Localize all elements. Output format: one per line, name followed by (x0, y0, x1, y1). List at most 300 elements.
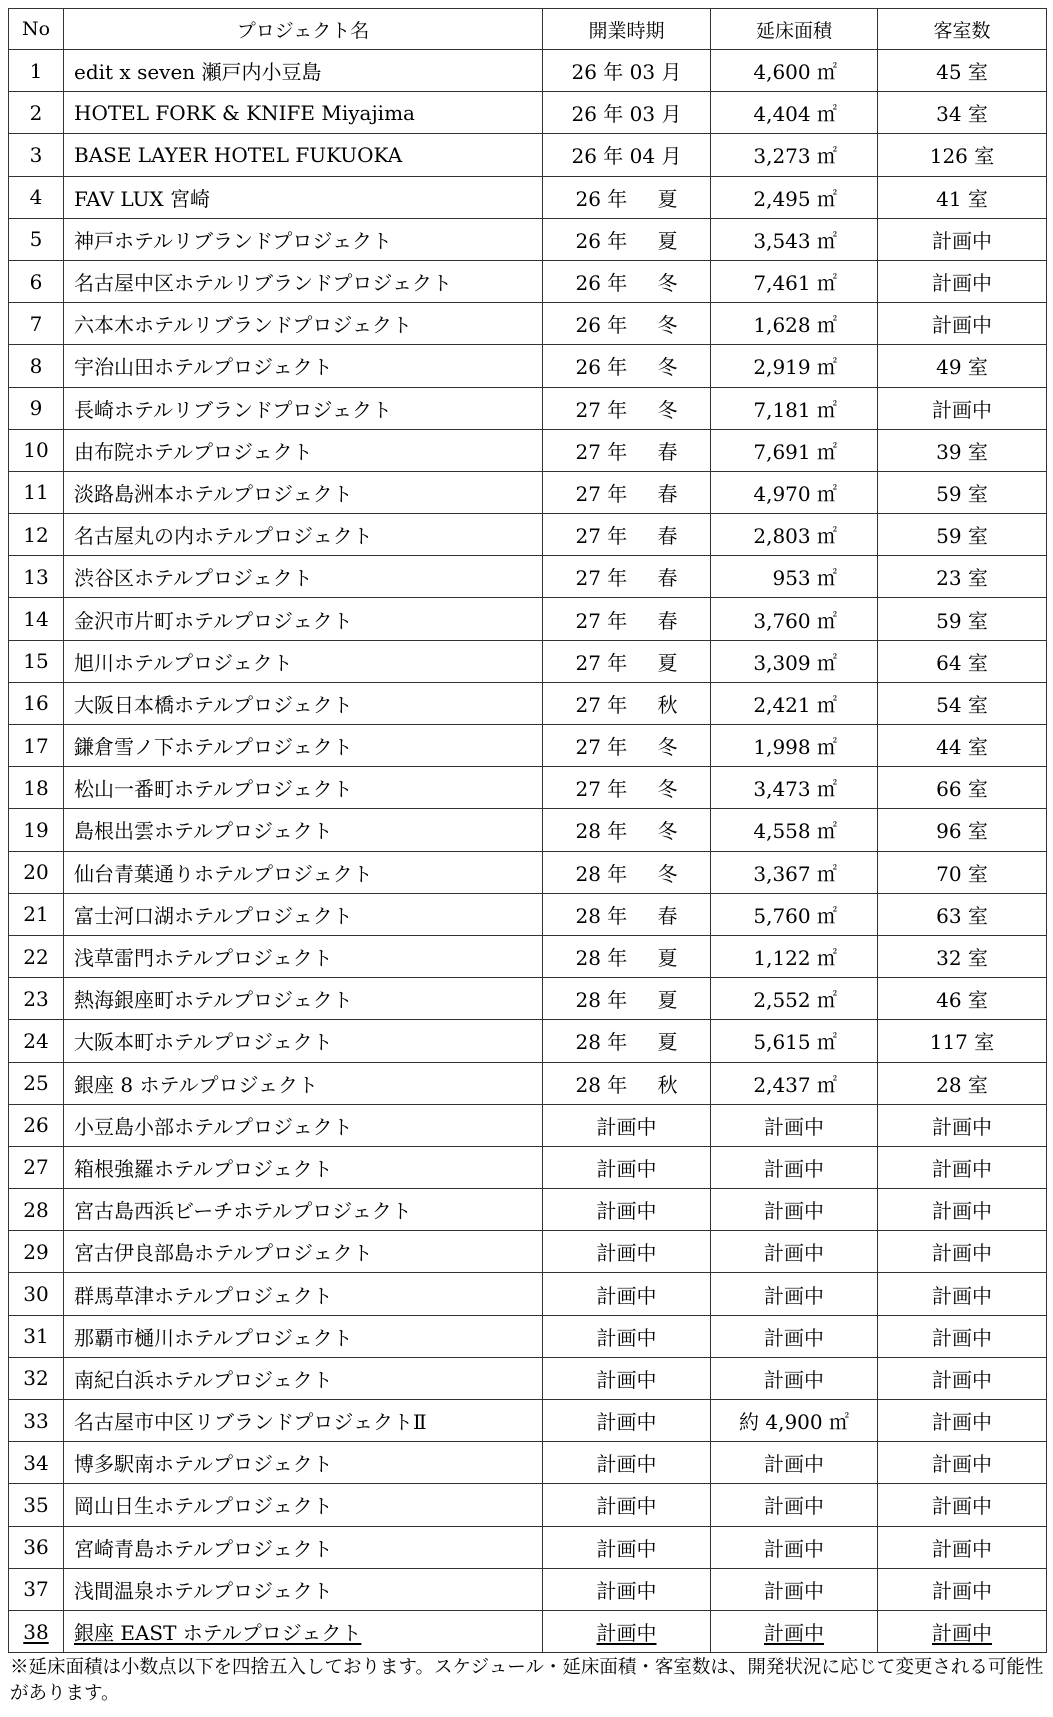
row-number: 7 (9, 303, 64, 345)
row-number: 5 (9, 218, 64, 260)
project-name: 名古屋市中区リブランドプロジェクトⅡ (74, 1410, 427, 1435)
table-row (9, 387, 1047, 429)
floor-area: 2,552 ㎡ (753, 988, 837, 1013)
opening-season: 春 (657, 524, 678, 549)
opening-period: 26 年 03 月 (571, 102, 682, 127)
hotel-project-table (8, 8, 1047, 1653)
opening-year: 27 年 (575, 650, 628, 675)
room-count: 計画中 (932, 1578, 992, 1603)
row-number: 17 (9, 725, 64, 767)
room-count-cell (878, 935, 1047, 977)
floor-area: 5,615 ㎡ (753, 1030, 837, 1055)
room-count: 46 室 (936, 988, 988, 1013)
row-number: 26 (9, 1104, 64, 1146)
opening-period: 計画中 (596, 1536, 657, 1561)
opening-season: 夏 (657, 988, 678, 1013)
project-name: 大阪本町ホテルプロジェクト (74, 1030, 333, 1055)
opening-period-cell (543, 387, 711, 429)
room-count-cell (878, 1400, 1047, 1442)
project-name: FAV LUX 宮崎 (74, 186, 211, 211)
room-count-cell (878, 92, 1047, 134)
opening-period-cell (543, 1568, 711, 1610)
room-count: 126 室 (929, 144, 995, 169)
project-name: 旭川ホテルプロジェクト (74, 650, 293, 675)
room-count: 64 室 (936, 650, 988, 675)
table-row (9, 935, 1047, 977)
row-number: 3 (9, 134, 64, 176)
row-number: 4 (9, 176, 64, 218)
floor-area: 計画中 (764, 1325, 824, 1350)
row-number: 8 (9, 345, 64, 387)
room-count-cell (878, 725, 1047, 767)
project-name-cell (64, 1231, 543, 1273)
footnote: ※延床面積は小数点以下を四捨五入しております。スケジュール・延床面積・客室数は、開発状況に応じて変更される可能性があります。 (10, 1657, 1044, 1705)
opening-period-cell (543, 682, 711, 724)
project-name: BASE LAYER HOTEL FUKUOKA (74, 142, 403, 167)
room-count: 計画中 (932, 397, 992, 422)
room-count: 計画中 (932, 1199, 992, 1224)
project-name: 金沢市片町ホテルプロジェクト (74, 608, 353, 633)
project-name: 仙台青葉通りホテルプロジェクト (74, 861, 373, 886)
opening-period: 計画中 (596, 1578, 657, 1603)
table-row (9, 1104, 1047, 1146)
floor-area: 2,803 ㎡ (753, 524, 837, 549)
room-count: 計画中 (932, 1621, 992, 1646)
floor-area: 5,760 ㎡ (753, 903, 837, 928)
opening-period-cell (543, 471, 711, 513)
project-name-cell (64, 978, 543, 1020)
project-name: 熱海銀座町ホテルプロジェクト (74, 988, 353, 1013)
opening-year: 27 年 (575, 524, 628, 549)
floor-area: 4,558 ㎡ (753, 819, 837, 844)
floor-area: 3,273 ㎡ (753, 144, 837, 169)
opening-period-cell (543, 1189, 711, 1231)
project-name: 渋谷区ホテルプロジェクト (74, 566, 313, 591)
opening-year: 28 年 (575, 988, 628, 1013)
opening-period-cell (543, 429, 711, 471)
opening-season: 春 (657, 903, 678, 928)
project-name: 博多駅南ホテルプロジェクト (74, 1452, 333, 1477)
opening-period-cell (543, 50, 711, 92)
room-count: 59 室 (936, 608, 988, 633)
table-row (9, 471, 1047, 513)
header-opening-period: 開業時期 (543, 9, 711, 50)
table-row (9, 809, 1047, 851)
opening-period: 計画中 (596, 1410, 657, 1435)
project-name-cell (64, 1062, 543, 1104)
opening-year: 28 年 (575, 946, 628, 971)
table-body (9, 50, 1047, 1653)
floor-area: 計画中 (764, 1578, 824, 1603)
row-number: 23 (9, 978, 64, 1020)
room-count-cell (878, 682, 1047, 724)
header-project-name: プロジェクト名 (64, 9, 543, 50)
opening-period: 計画中 (596, 1114, 657, 1139)
project-name-cell (64, 767, 543, 809)
opening-period: 計画中 (596, 1452, 657, 1477)
floor-area-cell (711, 893, 878, 935)
opening-period-cell (543, 1484, 711, 1526)
room-count-cell (878, 1273, 1047, 1315)
room-count: 計画中 (932, 1536, 992, 1561)
project-name-cell (64, 851, 543, 893)
row-number: 37 (9, 1568, 64, 1610)
room-count: 41 室 (936, 186, 988, 211)
table-row (9, 1231, 1047, 1273)
opening-season: 秋 (657, 1072, 678, 1097)
project-name: 南紀白浜ホテルプロジェクト (74, 1367, 333, 1392)
room-count: 計画中 (932, 1325, 992, 1350)
project-name-cell (64, 260, 543, 302)
row-number: 12 (9, 514, 64, 556)
room-count-cell (878, 303, 1047, 345)
floor-area-cell (711, 682, 878, 724)
table-row (9, 1442, 1047, 1484)
floor-area: 計画中 (764, 1367, 824, 1392)
room-count: 計画中 (932, 1156, 992, 1181)
project-name-cell (64, 598, 543, 640)
floor-area-cell (711, 1020, 878, 1062)
room-count-cell (878, 1062, 1047, 1104)
table-row (9, 767, 1047, 809)
floor-area: 7,691 ㎡ (753, 439, 837, 464)
room-count-cell (878, 1442, 1047, 1484)
floor-area: 2,495 ㎡ (753, 186, 837, 211)
opening-year: 27 年 (575, 735, 628, 760)
header-no: No (9, 9, 64, 50)
opening-season: 夏 (657, 186, 678, 211)
opening-period-cell (543, 176, 711, 218)
opening-season: 夏 (657, 228, 678, 253)
header-floor-area: 延床面積 (711, 9, 878, 50)
project-name-cell (64, 1020, 543, 1062)
opening-year: 27 年 (575, 439, 628, 464)
project-name: 群馬草津ホテルプロジェクト (74, 1283, 333, 1308)
opening-period-cell (543, 893, 711, 935)
row-number: 32 (9, 1357, 64, 1399)
row-number: 11 (9, 471, 64, 513)
room-count: 70 室 (936, 861, 988, 886)
floor-area-cell (711, 303, 878, 345)
room-count-cell (878, 176, 1047, 218)
project-name: 松山一番町ホテルプロジェクト (74, 777, 353, 802)
room-count: 66 室 (936, 777, 988, 802)
opening-period-cell (543, 1526, 711, 1568)
floor-area-cell (711, 725, 878, 767)
floor-area: 3,760 ㎡ (753, 608, 837, 633)
table-row (9, 1189, 1047, 1231)
floor-area: 計画中 (764, 1452, 824, 1477)
project-name-cell (64, 1315, 543, 1357)
opening-period-cell (543, 1273, 711, 1315)
project-name: 箱根強羅ホテルプロジェクト (74, 1156, 333, 1181)
floor-area: 計画中 (764, 1114, 824, 1139)
table-row (9, 1146, 1047, 1188)
row-number: 13 (9, 556, 64, 598)
row-number: 38 (9, 1610, 64, 1652)
row-number: 2 (9, 92, 64, 134)
opening-period-cell (543, 1315, 711, 1357)
project-name: 大阪日本橋ホテルプロジェクト (74, 692, 353, 717)
document (8, 8, 1047, 1707)
room-count: 計画中 (932, 1494, 992, 1519)
project-name-cell (64, 1442, 543, 1484)
floor-area: 4,600 ㎡ (753, 60, 837, 85)
opening-period-cell (543, 134, 711, 176)
project-name: 長崎ホテルリブランドプロジェクト (74, 397, 392, 422)
opening-season: 春 (657, 439, 678, 464)
floor-area-cell (711, 92, 878, 134)
opening-year: 27 年 (575, 608, 628, 633)
project-name: 名古屋中区ホテルリブランドプロジェクト (74, 271, 452, 296)
opening-period: 計画中 (596, 1367, 657, 1392)
project-name: 宇治山田ホテルプロジェクト (74, 355, 333, 380)
room-count-cell (878, 556, 1047, 598)
opening-period-cell (543, 556, 711, 598)
project-name-cell (64, 387, 543, 429)
room-count-cell (878, 1357, 1047, 1399)
row-number: 15 (9, 640, 64, 682)
project-name: 淡路島洲本ホテルプロジェクト (74, 481, 353, 506)
floor-area-cell (711, 1568, 878, 1610)
project-name-cell (64, 1526, 543, 1568)
room-count-cell (878, 387, 1047, 429)
opening-season: 冬 (657, 777, 678, 802)
room-count: 63 室 (936, 903, 988, 928)
table-row (9, 682, 1047, 724)
floor-area: 4,404 ㎡ (753, 102, 837, 127)
row-number: 19 (9, 809, 64, 851)
opening-season: 冬 (657, 735, 678, 760)
table-row (9, 514, 1047, 556)
room-count: 計画中 (932, 228, 992, 253)
project-name: edit x seven 瀬戸内小豆島 (74, 60, 322, 85)
opening-year: 26 年 (575, 355, 628, 380)
opening-period-cell (543, 767, 711, 809)
project-name-cell (64, 893, 543, 935)
table-row (9, 851, 1047, 893)
row-number: 14 (9, 598, 64, 640)
floor-area: 約 4,900 ㎡ (739, 1410, 849, 1435)
project-name: 島根出雲ホテルプロジェクト (74, 819, 333, 844)
room-count-cell (878, 598, 1047, 640)
table-row (9, 1315, 1047, 1357)
room-count-cell (878, 767, 1047, 809)
floor-area: 計画中 (764, 1494, 824, 1519)
floor-area-cell (711, 1400, 878, 1442)
project-name-cell (64, 682, 543, 724)
room-count-cell (878, 50, 1047, 92)
project-name: 銀座 8 ホテルプロジェクト (74, 1072, 319, 1097)
opening-year: 28 年 (575, 861, 628, 886)
row-number: 31 (9, 1315, 64, 1357)
opening-year: 28 年 (575, 819, 628, 844)
row-number: 28 (9, 1189, 64, 1231)
floor-area: 2,421 ㎡ (753, 692, 837, 717)
opening-period-cell (543, 1104, 711, 1146)
project-name: 岡山日生ホテルプロジェクト (74, 1494, 333, 1519)
room-count: 34 室 (936, 102, 988, 127)
opening-year: 27 年 (575, 777, 628, 802)
room-count-cell (878, 809, 1047, 851)
floor-area: 7,181 ㎡ (753, 397, 837, 422)
table-row (9, 50, 1047, 92)
project-name-cell (64, 134, 543, 176)
room-count-cell (878, 1484, 1047, 1526)
opening-year: 27 年 (575, 692, 628, 717)
room-count-cell (878, 345, 1047, 387)
opening-season: 春 (657, 481, 678, 506)
table-row (9, 1400, 1047, 1442)
opening-year: 26 年 (575, 271, 628, 296)
opening-season: 冬 (657, 861, 678, 886)
floor-area-cell (711, 1104, 878, 1146)
room-count: 96 室 (936, 819, 988, 844)
opening-season: 夏 (657, 946, 678, 971)
row-number: 20 (9, 851, 64, 893)
floor-area: 計画中 (764, 1536, 824, 1561)
floor-area-cell (711, 851, 878, 893)
floor-area-cell (711, 1231, 878, 1273)
project-name-cell (64, 1273, 543, 1315)
floor-area-cell (711, 556, 878, 598)
table-row (9, 1526, 1047, 1568)
room-count-cell (878, 640, 1047, 682)
opening-period: 26 年 04 月 (571, 144, 682, 169)
opening-year: 26 年 (575, 313, 628, 338)
room-count-cell (878, 851, 1047, 893)
table-row (9, 1062, 1047, 1104)
project-name-cell (64, 556, 543, 598)
opening-season: 夏 (657, 1030, 678, 1055)
project-name: 鎌倉雪ノ下ホテルプロジェクト (74, 735, 353, 760)
opening-period-cell (543, 1357, 711, 1399)
opening-year: 26 年 (575, 228, 628, 253)
room-count: 28 室 (936, 1072, 988, 1097)
floor-area-cell (711, 260, 878, 302)
floor-area: 1,122 ㎡ (753, 946, 837, 971)
opening-period-cell (543, 935, 711, 977)
room-count: 23 室 (936, 566, 988, 591)
opening-year: 26 年 (575, 186, 628, 211)
table-row (9, 176, 1047, 218)
project-name-cell (64, 176, 543, 218)
opening-period-cell (543, 640, 711, 682)
opening-period-cell (543, 1442, 711, 1484)
room-count: 計画中 (932, 1114, 992, 1139)
floor-area: 953 ㎡ (772, 566, 837, 591)
opening-season: 冬 (657, 355, 678, 380)
floor-area: 計画中 (764, 1621, 824, 1646)
project-name-cell (64, 218, 543, 260)
room-count: 45 室 (936, 60, 988, 85)
room-count: 計画中 (932, 271, 992, 296)
opening-period-cell (543, 809, 711, 851)
room-count-cell (878, 514, 1047, 556)
room-count: 117 室 (929, 1030, 995, 1055)
project-name-cell (64, 1104, 543, 1146)
project-name-cell (64, 1146, 543, 1188)
opening-year: 28 年 (575, 1072, 628, 1097)
project-name: 宮古島西浜ビーチホテルプロジェクト (74, 1199, 412, 1224)
table-row (9, 1020, 1047, 1062)
row-number: 29 (9, 1231, 64, 1273)
project-name: 神戸ホテルリブランドプロジェクト (74, 228, 392, 253)
opening-period-cell (543, 1610, 711, 1652)
project-name: 那覇市樋川ホテルプロジェクト (74, 1325, 353, 1350)
row-number: 24 (9, 1020, 64, 1062)
room-count-cell (878, 1104, 1047, 1146)
opening-season: 秋 (657, 692, 678, 717)
floor-area: 計画中 (764, 1199, 824, 1224)
floor-area: 1,628 ㎡ (753, 313, 837, 338)
row-number: 6 (9, 260, 64, 302)
floor-area-cell (711, 218, 878, 260)
row-number: 16 (9, 682, 64, 724)
opening-period: 計画中 (596, 1325, 657, 1350)
floor-area-cell (711, 1189, 878, 1231)
room-count-cell (878, 1146, 1047, 1188)
project-name-cell (64, 345, 543, 387)
opening-period-cell (543, 851, 711, 893)
room-count: 44 室 (936, 735, 988, 760)
room-count: 計画中 (932, 1452, 992, 1477)
floor-area: 2,919 ㎡ (753, 355, 837, 380)
room-count-cell (878, 1568, 1047, 1610)
row-number: 18 (9, 767, 64, 809)
room-count: 59 室 (936, 481, 988, 506)
project-name-cell (64, 1189, 543, 1231)
opening-season: 冬 (657, 819, 678, 844)
floor-area: 3,309 ㎡ (753, 650, 837, 675)
table-row (9, 1568, 1047, 1610)
opening-period-cell (543, 303, 711, 345)
table-row (9, 1357, 1047, 1399)
project-name-cell (64, 514, 543, 556)
opening-season: 冬 (657, 397, 678, 422)
table-row (9, 1610, 1047, 1652)
room-count: 計画中 (932, 1283, 992, 1308)
room-count-cell (878, 1189, 1047, 1231)
table-row (9, 134, 1047, 176)
opening-period: 計画中 (596, 1283, 657, 1308)
project-name: 由布院ホテルプロジェクト (74, 439, 313, 464)
floor-area: 4,970 ㎡ (753, 481, 837, 506)
table-row (9, 260, 1047, 302)
floor-area-cell (711, 429, 878, 471)
project-name: 浅間温泉ホテルプロジェクト (74, 1578, 333, 1603)
floor-area-cell (711, 134, 878, 176)
room-count: 59 室 (936, 524, 988, 549)
project-name-cell (64, 935, 543, 977)
floor-area-cell (711, 514, 878, 556)
project-name: 富士河口湖ホテルプロジェクト (74, 903, 353, 928)
row-number: 22 (9, 935, 64, 977)
project-name-cell (64, 92, 543, 134)
room-count-cell (878, 978, 1047, 1020)
room-count: 計画中 (932, 1367, 992, 1392)
opening-year: 27 年 (575, 397, 628, 422)
floor-area-cell (711, 50, 878, 92)
project-name-cell (64, 1610, 543, 1652)
room-count: 計画中 (932, 1241, 992, 1266)
opening-period: 計画中 (596, 1621, 657, 1646)
room-count: 計画中 (932, 313, 992, 338)
floor-area: 3,543 ㎡ (753, 228, 837, 253)
floor-area-cell (711, 1273, 878, 1315)
room-count-cell (878, 429, 1047, 471)
project-name-cell (64, 471, 543, 513)
